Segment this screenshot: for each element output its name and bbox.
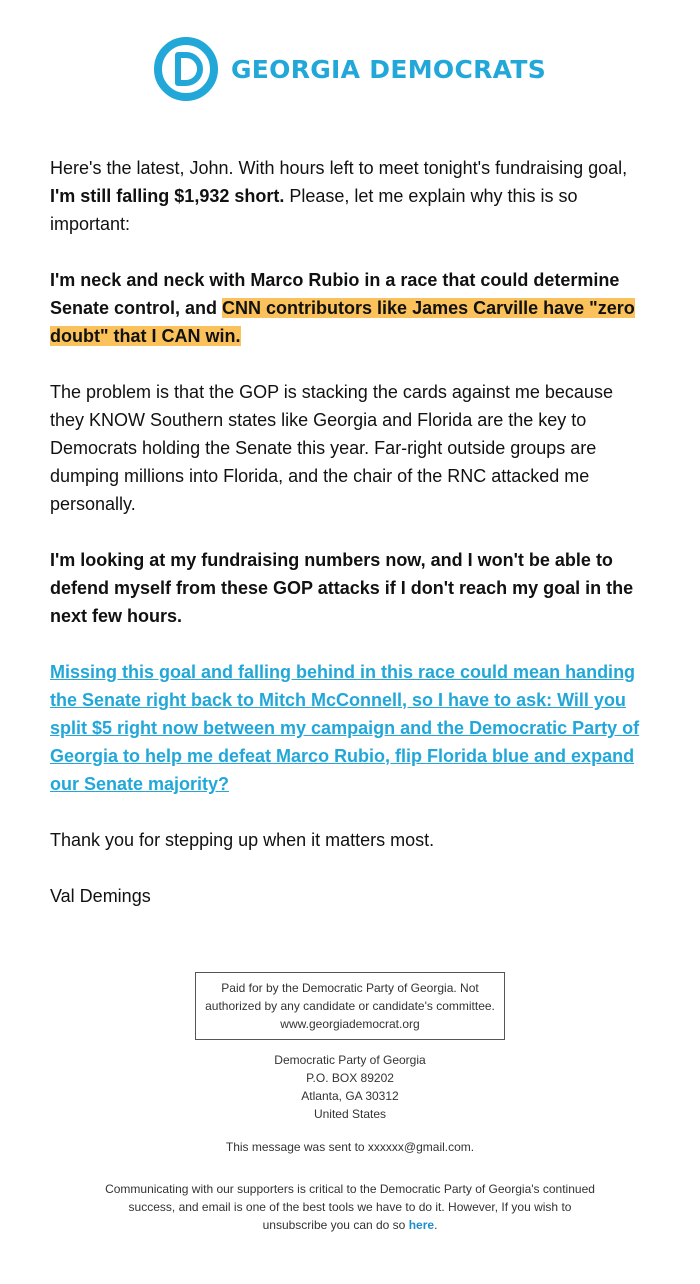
paid-for-disclaimer xyxy=(195,972,505,1040)
brand-name: GEORGIA DEMOCRATS xyxy=(230,54,547,84)
unsubscribe-end: . xyxy=(434,1218,438,1232)
paragraph-problem: The problem is that the GOP is stacking the cards against me because they KNOW Southern states like Georgia and Florida are the key to Democrats holding the Senate this year. Far-right outside groups are dumping millions into Florida, and the chair of the RNC attacked me personally. xyxy=(50,382,613,514)
sent-to-notice: This message was sent to xxxxxx@gmail.com. xyxy=(225,1140,475,1154)
email-header xyxy=(0,36,700,102)
paragraph-race xyxy=(50,266,650,350)
donate-link[interactable]: Missing this goal and falling behind in this race could mean handing the Senate right back to Mitch McConnell, so I have to ask: Will you split $5 right now between my campaign and the Democratic Party of Georgia to help me defeat Marco Rubio, flip Florida blue and expand our Senate majority? xyxy=(50,662,640,794)
unsubscribe-text: Communicating with our supporters is critical to the Democratic Party of Georgia's continued success, and email is one of the best tools we have to do it. However, If you wish to unsubscribe you can do so xyxy=(105,1182,595,1232)
unsubscribe-link[interactable]: here xyxy=(408,1218,435,1232)
highlighted-quote: CNN contributors like James Carville have "zero doubt" that I CAN win. xyxy=(50,298,635,346)
disclaimer-line-3: www.georgiademocrat.org xyxy=(280,1017,420,1031)
intro-rest: Please, let me explain why this is so important: xyxy=(50,186,578,234)
address-box: P.O. BOX 89202 xyxy=(306,1071,394,1085)
disclaimer-line-2: authorized by any candidate or candidate's committee. xyxy=(205,999,495,1013)
disclaimer-line-1: Paid for by the Democratic Party of Georgia. Not xyxy=(221,981,479,995)
intro-text: Here's the latest, John. With hours left to meet tonight's fundraising goal, xyxy=(50,158,628,178)
shortfall-text: I'm still falling $1,932 short. xyxy=(50,186,285,206)
race-text: I'm neck and neck with Marco Rubio in a race that could determine Senate control, and xyxy=(50,270,620,318)
paragraph-fundraising: I'm looking at my fundraising numbers now, and I won't be able to defend myself from these GOP attacks if I don't reach my goal in the next few hours. xyxy=(50,550,634,626)
address-country: United States xyxy=(313,1107,387,1121)
address-city: Atlanta, GA 30312 xyxy=(301,1089,399,1103)
mailing-address xyxy=(0,1051,700,1123)
email-body xyxy=(50,154,650,938)
signature: Val Demings xyxy=(50,886,151,906)
unsubscribe-notice xyxy=(0,1180,700,1234)
democrats-logo-icon xyxy=(154,37,218,101)
paragraph-thanks: Thank you for stepping up when it matters most. xyxy=(50,830,435,850)
address-name: Democratic Party of Georgia xyxy=(274,1053,426,1067)
paragraph-intro xyxy=(50,154,650,238)
paragraph-ask xyxy=(50,658,650,798)
